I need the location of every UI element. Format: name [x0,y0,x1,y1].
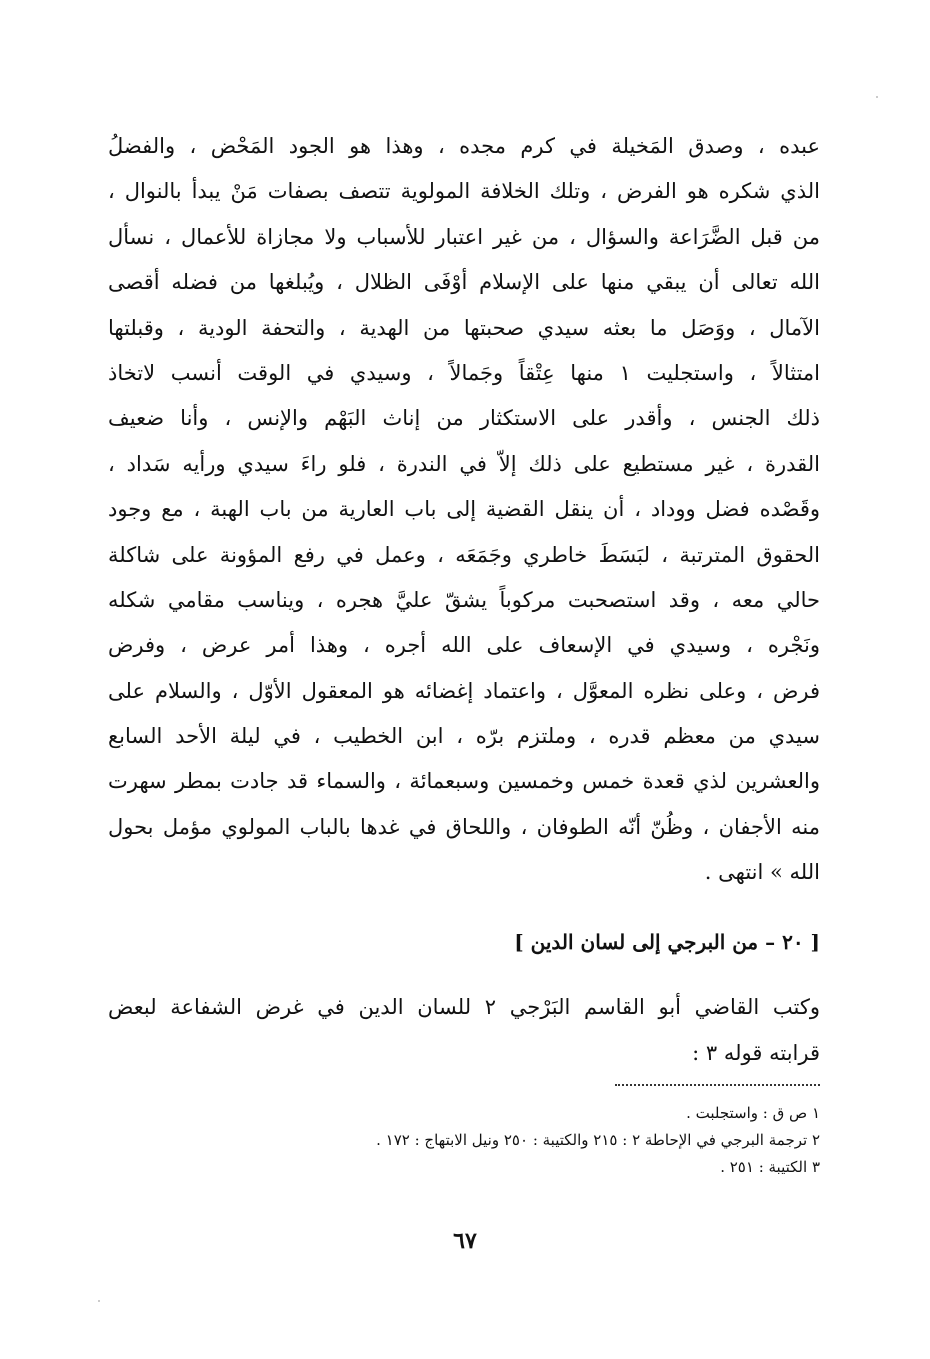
text-line: سيدي من معظم قدره ، وملتزم برّه ، ابن الخطيب ، في ليلة الأحد السابع [108,724,820,749]
text-line: منه الأجفان ، وظُنّ أنّه الطوفان ، واللحاق في غدها بالباب المولوي مؤمل بحول [108,814,820,839]
text-line: الله تعالى أن يبقي منها على الإسلام أوْفَى الظلال ، ويُبلغها من فضله أقصى [108,270,820,295]
text-line: حالي معه ، وقد استصحبت مركوباً يشقّ عليَّ هجره ، ويناسب مقامي شكله [108,587,820,612]
section-text-line: وكتب القاضي أبو القاسم البَرْجي ٢ للسان الدين في غرض الشفاعة لبعض [108,995,820,1019]
text-line: فرض ، وعلى نظره المعوَّل ، واعتماد إغضائه هو المعقول الأوّل ، والسلام على [108,678,820,703]
main-text-block [108,124,820,896]
text-line: امتثالاً ، واستجليت ١ منها عِتْقاً وجَمالاً ، وسيدي في الوقت أنسب لاتخاذ [108,360,820,385]
text-line: الحقوق المترتبة ، لبَسَطَ خاطري وجَمَعَه ، وعمل في رفع المؤونة على شاكلة [108,542,820,567]
page-number: ٦٧ [453,1228,477,1254]
section-text-block [108,984,820,1076]
footnote-separator [615,1084,820,1086]
section-text-line-final: قرابته قوله ٣ : [692,1041,820,1065]
scan-speck [876,96,878,98]
text-line: وقَصْده فضل ووداد ، أن ينقل القضية إلى باب العارية من باب الهبة ، مع وجود [108,497,820,522]
text-line: الآمال ، ووَصَل ما بعثه سيدي صحبتها من الهدية ، والتحفة الودية ، وقبلتها [108,315,820,340]
text-line: الذي شكره هو الفرض ، وتلك الخلافة المولوية تتصف بصفات مَنْ يبدأ بالنوال ، [108,179,820,204]
footnote-1: ١ ص ق : واستجلبت . [686,1104,820,1122]
text-line: القدرة ، غير مستطيع على ذلك إلاّ في الندرة ، فلو راءَ سيدي ورأيه سَداد ، [108,451,820,476]
scan-speck [98,1300,100,1302]
footnotes [108,1100,820,1181]
text-line: من قبل الضَّرَاعة والسؤال ، من غير اعتبار للأسباب ولا مجازاة للأعمال ، نسأل [108,224,820,249]
text-line: ونَجْره ، وسيدي في الإسعاف على الله أجره ، وهذا أمر عرض ، وفرض [108,633,820,658]
text-line-final: الله » انتهى . [704,860,820,885]
text-line: عبده ، وصدق المَخيلة في كرم مجده ، وهذا هو الجود المَحْض ، والفضلُ [108,134,820,158]
section-heading: [ ٢٠ – من البرجي إلى لسان الدين ] [514,930,820,954]
footnote-2: ٢ ترجمة البرجي في الإحاطة ٢ : ٢١٥ والكتيبة : ٢٥٠ ونيل الابتهاج : ١٧٢ . [376,1131,820,1149]
text-line: ذلك الجنس ، وأقدر على الاستكثار من إناث البَهْم والإنس ، وأنا ضعيف [108,406,820,431]
footnote-3: ٣ الكتيبة : ٢٥١ . [720,1158,820,1176]
text-line: والعشرين لذي قعدة خمس وخمسين وسبعمائة ، والسماء قد جادت بمطر سهرت [108,769,820,794]
